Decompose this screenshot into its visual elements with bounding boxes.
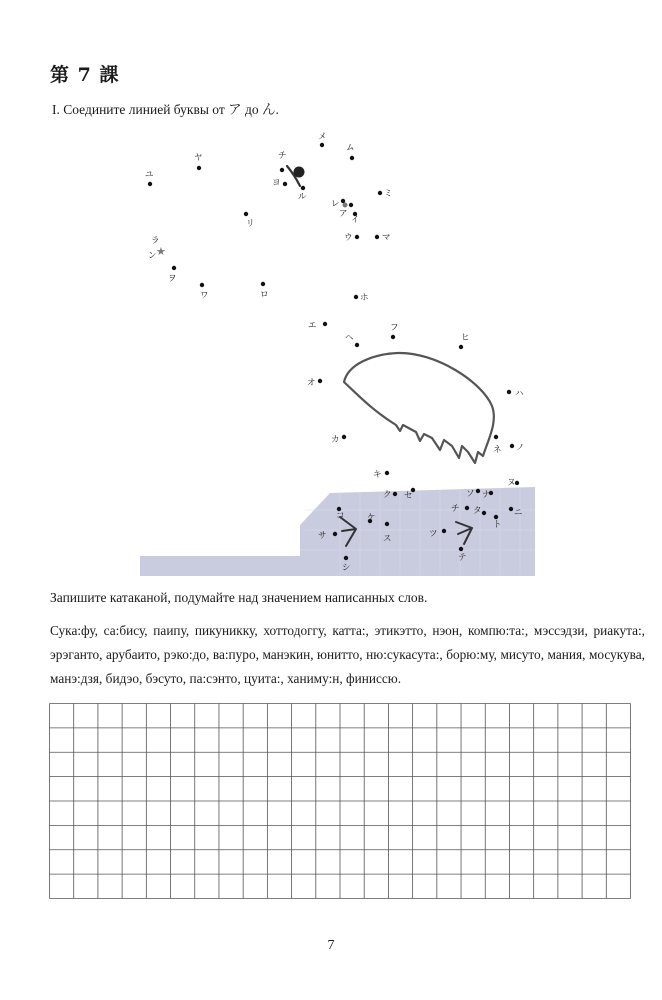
label-sa: サ — [318, 531, 327, 541]
label-nu: ヌ — [507, 478, 516, 488]
label-mu: ム — [346, 143, 355, 153]
label-hi: ヒ — [461, 333, 470, 343]
page-number: 7 — [327, 938, 335, 953]
label-ro: ロ — [260, 290, 269, 300]
label-re: レ — [331, 199, 340, 209]
label-yu: ユ — [145, 170, 154, 180]
label-i: イ — [351, 215, 360, 225]
eye — [294, 167, 305, 178]
star-icon: ★ — [156, 245, 166, 258]
label-n: ン — [148, 251, 157, 261]
label-wo: ヲ — [168, 274, 177, 284]
label-ku: ク — [383, 490, 392, 500]
label-chi-bottom: チ — [451, 504, 460, 514]
label-a: ア — [339, 209, 348, 219]
label-he: ヘ — [345, 333, 354, 343]
label-ke: ケ — [367, 513, 376, 523]
label-chi-top: チ — [278, 151, 287, 161]
label-tsu: ツ — [429, 529, 438, 539]
label-ne: ネ — [493, 445, 502, 455]
label-ta: タ — [473, 506, 482, 516]
label-ma: マ — [382, 233, 391, 243]
label-fu: フ — [390, 323, 399, 333]
writing-grid[interactable] — [49, 703, 631, 899]
label-ri: リ — [246, 219, 255, 229]
label-ni: ニ — [514, 508, 523, 518]
label-na: ナ — [482, 490, 491, 500]
label-te: テ — [458, 553, 467, 563]
label-ka: カ — [331, 435, 340, 445]
label-e: エ — [308, 321, 317, 331]
label-ha: ハ — [515, 389, 524, 399]
task-1-instruction: I. Соедините линией буквы от ア до ん. — [52, 102, 279, 117]
label-me: メ — [318, 132, 327, 142]
lesson-title: 第 7 課 — [50, 64, 120, 86]
label-so: ソ — [466, 489, 475, 499]
label-shi: シ — [342, 563, 351, 573]
label-ya: ヤ — [194, 153, 203, 163]
label-ki: キ — [373, 470, 382, 480]
label-ra: ラ — [151, 236, 160, 246]
label-wa: ワ — [200, 291, 209, 301]
label-ho: ホ — [360, 293, 369, 303]
label-ko: コ — [336, 511, 345, 521]
label-o: オ — [307, 378, 316, 388]
label-yo: ヨ — [272, 178, 281, 188]
label-u: ウ — [344, 233, 353, 243]
label-su: ス — [383, 534, 392, 544]
label-ru: ル — [298, 192, 307, 202]
task-2-instruction: Запишите катаканой, подумайте над значением написанных слов. — [50, 590, 428, 605]
nostril — [343, 203, 348, 208]
rock-shape — [140, 487, 535, 576]
label-no: ノ — [516, 443, 525, 453]
romaji-word-list: Сука:фу, са:бису, паипу, пикуникку, хоттодоггу, катта:, этикэтто, нэон, компю:та:, мэссэдзи, риакута:, эрэганто, арубаито, рэко:до, ва:пуро, манэкин, юнитто, ню:сукасута:, борю:му, мисуто, мания, мосукува, манэ:дзя, бидэо, бэсуто, па:сэнто, цуита:, ханиму:н, финиссю. — [50, 623, 645, 686]
label-to: ト — [493, 520, 502, 530]
wing-curve — [344, 353, 494, 463]
label-se: セ — [404, 491, 413, 501]
label-mi: ミ — [384, 189, 393, 199]
